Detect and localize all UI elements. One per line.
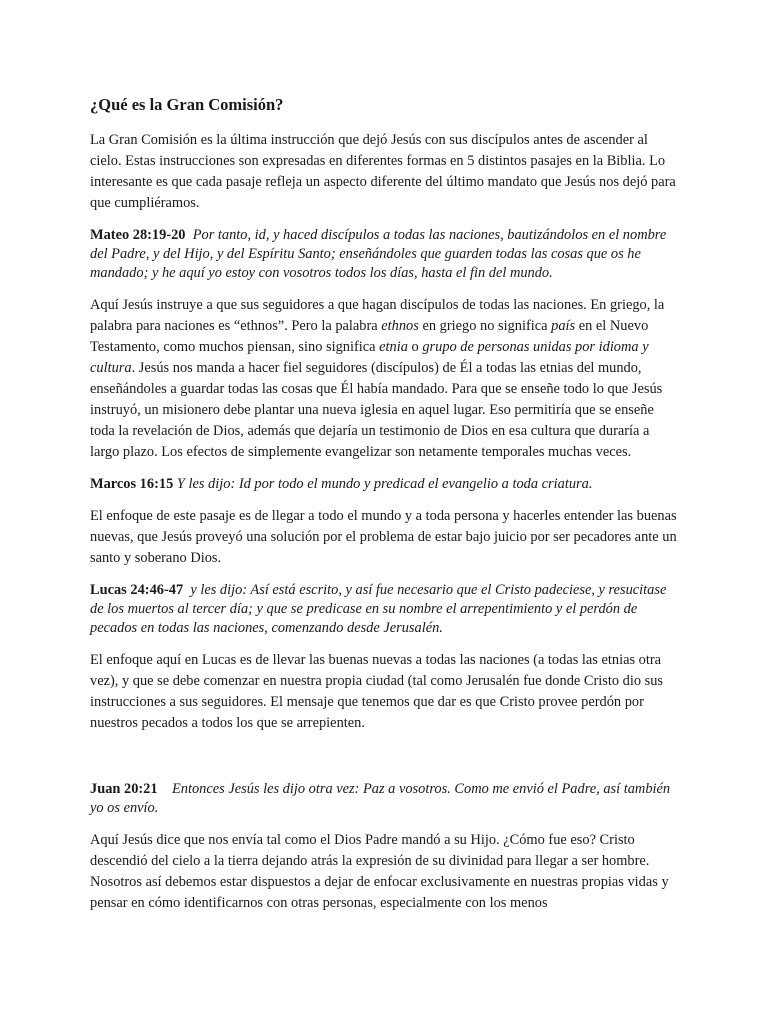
verse-reference: Juan 20:21 bbox=[90, 781, 158, 797]
document-page bbox=[90, 94, 680, 926]
verse-mateo bbox=[90, 226, 680, 283]
comment-juan: Aquí Jesús dice que nos envía tal como el Dios Padre mandó a su Hijo. ¿Cómo fue eso? Cristo descendió del cielo a la tierra dejando atrás la expresión de su divinidad para llegar a ser hombre. Nosotros así debemos estar dispuestos a dejar de enfocar exclusivamente en nuestras propias vidas y pensar en cómo identificarnos con otras personas, especialmente con los menos bbox=[90, 832, 669, 911]
verse-reference: Lucas 24:46-47 bbox=[90, 582, 184, 598]
comment-text: en griego no significa bbox=[418, 318, 552, 334]
verse-juan bbox=[90, 780, 680, 818]
verse-text: Por tanto, id, y haced discípulos a todas las naciones, bautizándolos en el nombre del Padre, y del Hijo, y del Espíritu Santo; enseñándoles que guarden todas las cosas que os he mandado; y he aquí yo estoy con vosotros todos los días, hasta el fin del mundo. bbox=[90, 227, 667, 281]
comment-lucas: El enfoque aquí en Lucas es de llevar las buenas nuevas a todas las naciones (a todas las etnias otra vez), y que se debe comenzar en nuestra propia ciudad (tal como Jerusalén fue donde Cristo dio sus instrucciones a sus seguidores. El mensaje que tenemos que dar es que Cristo provee perdón por nuestros pecados a todos los que se arrepienten. bbox=[90, 652, 664, 731]
verse-lucas bbox=[90, 581, 680, 638]
comment-mateo bbox=[90, 295, 680, 463]
emphasis-etnia: etnia bbox=[379, 339, 408, 355]
verse-reference: Marcos 16:15 bbox=[90, 476, 174, 492]
verse-text: Entonces Jesús les dijo otra vez: Paz a vosotros. Como me envió el Padre, así también yo os envío. bbox=[90, 781, 671, 816]
comment-marcos: El enfoque de este pasaje es de llegar a todo el mundo y a toda persona y hacerles entender las buenas nuevas, que Jesús proveyó una solución por el problema de estar bajo juicio por ser pecadores ante un santo y soberano Dios. bbox=[90, 508, 677, 566]
comment-text: Aquí Jesús instruye a que sus seguidores a que hagan discípulos de todas las naciones. En griego, la palabra para naciones es “ethnos”. Pero la palabra bbox=[90, 297, 665, 334]
emphasis-grupo: grupo de personas unidas por idioma y cultura bbox=[90, 339, 649, 376]
comment-text: . Jesús nos manda a hacer fiel seguidores (discípulos) de Él a todas las etnias del mundo, enseñándoles a guardar todas las cosas que Él había mandado. Para que se enseñe todo lo que Jesús instruyó, un misionero debe plantar una nueva iglesia en aquel lugar. Eso permitiría que se enseñe toda la revelación de Dios, además que dejaría un testimonio de Dios en esa cultura que duraría a largo plazo. Los efectos de simplemente evangelizar son netamente temporales muchas veces. bbox=[90, 360, 663, 460]
emphasis-ethnos: ethnos bbox=[381, 318, 419, 334]
verse-text: y les dijo: Así está escrito, y así fue necesario que el Cristo padeciese, y resucitase de los muertos al tercer día; y que se predicase en su nombre el arrepentimiento y el perdón de pecados en todas las naciones, comenzando desde Jerusalén. bbox=[90, 582, 667, 636]
comment-text: o bbox=[407, 339, 423, 355]
verse-marcos bbox=[90, 475, 680, 494]
intro-paragraph: La Gran Comisión es la última instrucción que dejó Jesús con sus discípulos antes de ascender al cielo. Estas instrucciones son expresadas en diferentes formas en 5 distintos pasajes en la Biblia. Lo interesante es que cada pasaje refleja un aspecto diferente del último mandato que Jesús nos dejó para que cumpliéramos. bbox=[90, 132, 676, 211]
page-title: ¿Qué es la Gran Comisión? bbox=[90, 95, 284, 114]
spacer bbox=[90, 746, 680, 780]
emphasis-pais: país bbox=[551, 318, 576, 334]
verse-reference: Mateo 28:19-20 bbox=[90, 227, 186, 243]
comment-text: en el Nuevo Testamento, como muchos piensan, sino significa bbox=[90, 318, 649, 355]
verse-text: Y les dijo: Id por todo el mundo y predicad el evangelio a toda criatura. bbox=[176, 476, 593, 492]
